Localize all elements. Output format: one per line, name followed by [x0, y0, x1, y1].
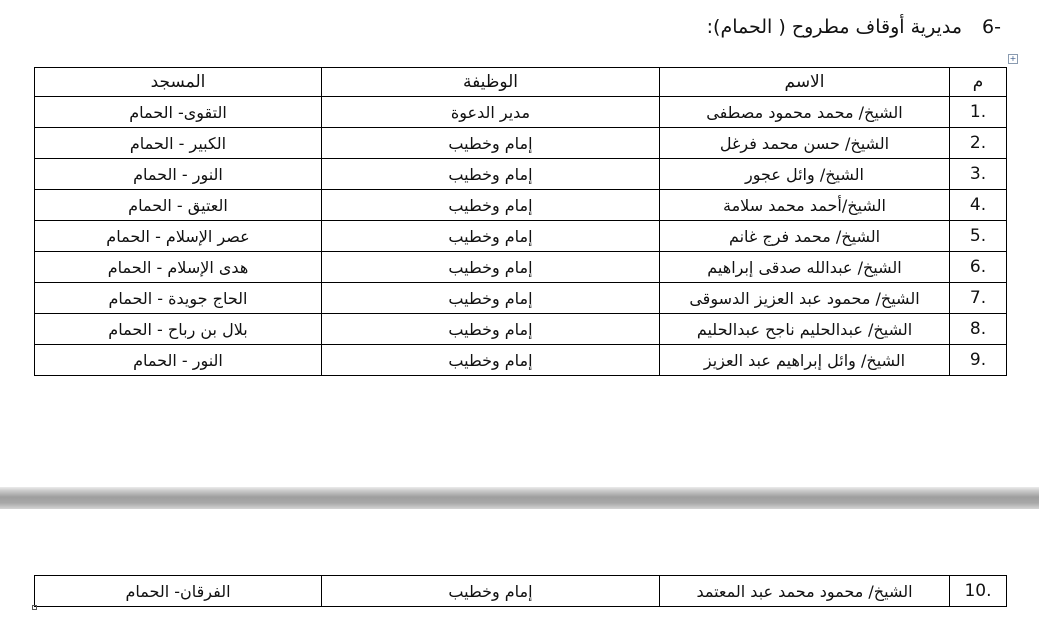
row-num: 10.: [964, 581, 992, 601]
row-num-cell: [950, 128, 1007, 159]
row-num: 8.: [969, 319, 987, 339]
row-num: 3.: [969, 164, 987, 184]
row-mosque: النور - الحمام: [35, 159, 322, 190]
imams-table-continued: [34, 575, 1007, 607]
table-header-row: [35, 68, 1007, 97]
row-num: 6.: [969, 257, 987, 277]
row-name: الشيخ/ وائل عجور: [660, 159, 950, 190]
row-job: إمام وخطيب: [322, 252, 660, 283]
row-name: الشيخ/ محمد فرج غانم: [660, 221, 950, 252]
table-row: [35, 128, 1007, 159]
cell-end-marker: [32, 605, 37, 610]
row-num: 7.: [969, 288, 987, 308]
section-number: -6: [982, 16, 1001, 38]
row-job: إمام وخطيب: [322, 576, 660, 607]
row-name: الشيخ/ عبدالله صدقى إبراهيم: [660, 252, 950, 283]
row-job: إمام وخطيب: [322, 314, 660, 345]
row-name: الشيخ/ وائل إبراهيم عبد العزيز: [660, 345, 950, 376]
table-row: [35, 159, 1007, 190]
row-num: 4.: [969, 195, 987, 215]
row-job: إمام وخطيب: [322, 283, 660, 314]
section-heading: [707, 16, 1001, 38]
table-row: [35, 283, 1007, 314]
row-mosque: الفرقان- الحمام: [35, 576, 322, 607]
row-job: إمام وخطيب: [322, 345, 660, 376]
row-mosque: بلال بن رباح - الحمام: [35, 314, 322, 345]
imams-table: [34, 67, 1007, 376]
row-num-cell: [950, 576, 1007, 607]
row-num-cell: [950, 190, 1007, 221]
row-num: 9.: [969, 350, 987, 370]
row-num-cell: [950, 221, 1007, 252]
table-move-handle-icon[interactable]: +: [1009, 54, 1017, 63]
row-num-cell: [950, 97, 1007, 128]
header-name: الاسم: [660, 68, 950, 97]
header-job: الوظيفة: [322, 68, 660, 97]
row-mosque: النور - الحمام: [35, 345, 322, 376]
table-row: [35, 190, 1007, 221]
row-mosque: هدى الإسلام - الحمام: [35, 252, 322, 283]
row-num: 5.: [969, 226, 987, 246]
row-name: الشيخ/ محمود محمد عبد المعتمد: [660, 576, 950, 607]
row-num: 1.: [969, 102, 987, 122]
row-num: 2.: [969, 133, 987, 153]
row-job: مدير الدعوة: [322, 97, 660, 128]
header-mosque: المسجد: [35, 68, 322, 97]
page-break-divider: [0, 487, 1039, 509]
row-job: إمام وخطيب: [322, 128, 660, 159]
row-mosque: التقوى- الحمام: [35, 97, 322, 128]
row-num-cell: [950, 252, 1007, 283]
row-name: الشيخ/ محمود عبد العزيز الدسوقى: [660, 283, 950, 314]
row-mosque: العتيق - الحمام: [35, 190, 322, 221]
row-name: الشيخ/أحمد محمد سلامة: [660, 190, 950, 221]
row-job: إمام وخطيب: [322, 221, 660, 252]
table-row: [35, 345, 1007, 376]
table-row: [35, 314, 1007, 345]
row-num-cell: [950, 314, 1007, 345]
row-job: إمام وخطيب: [322, 190, 660, 221]
row-mosque: الحاج جويدة - الحمام: [35, 283, 322, 314]
section-title: مديرية أوقاف مطروح ( الحمام):: [706, 16, 962, 38]
row-num-cell: [950, 283, 1007, 314]
table-row: [35, 576, 1007, 607]
table-row: [35, 252, 1007, 283]
row-mosque: الكبير - الحمام: [35, 128, 322, 159]
row-name: الشيخ/ عبدالحليم ناجح عبدالحليم: [660, 314, 950, 345]
row-name: الشيخ/ حسن محمد فرغل: [660, 128, 950, 159]
row-mosque: عصر الإسلام - الحمام: [35, 221, 322, 252]
table-row: [35, 97, 1007, 128]
row-num-cell: [950, 345, 1007, 376]
row-job: إمام وخطيب: [322, 159, 660, 190]
row-num-cell: [950, 159, 1007, 190]
header-num: م: [950, 68, 1007, 97]
row-name: الشيخ/ محمد محمود مصطفى: [660, 97, 950, 128]
table-row: [35, 221, 1007, 252]
